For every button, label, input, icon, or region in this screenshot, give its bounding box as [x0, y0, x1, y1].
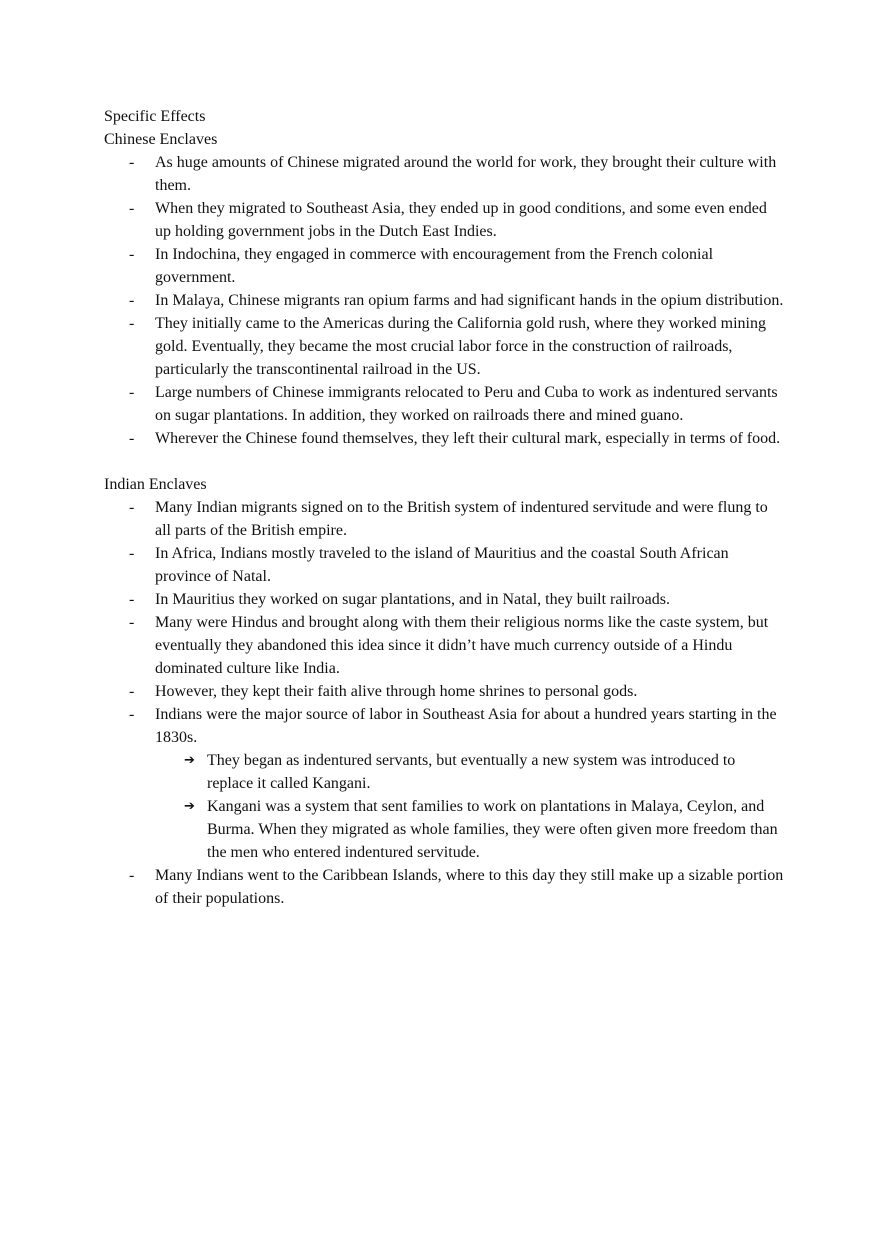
sub-list-item-text: Kangani was a system that sent families to work on plantations in Malaya, Ceylon, and Burma. When they migrated as whole families, they were often given more freedom than the men who entered indentured servitude.: [207, 798, 778, 861]
arrow-bullet-icon: ➔: [184, 753, 195, 768]
arrow-bullet-icon: ➔: [184, 799, 195, 814]
list-item-text: Large numbers of Chinese immigrants relocated to Peru and Cuba to work as indentured servants on sugar plantations. In addition, they worked on railroads there and mined guano.: [155, 384, 778, 424]
sub-bullet-list: [155, 749, 784, 864]
list-item-text: Wherever the Chinese found themselves, they left their cultural mark, especially in terms of food.: [155, 430, 781, 447]
list-item-text: Many Indian migrants signed on to the British system of indentured servitude and were flung to all parts of the British empire.: [155, 499, 768, 539]
section-heading: Chinese Enclaves: [104, 131, 218, 148]
list-item-text: However, they kept their faith alive through home shrines to personal gods.: [155, 683, 638, 700]
list-item-text: When they migrated to Southeast Asia, they ended up in good conditions, and some even ended up holding government jobs in the Dutch East Indies.: [155, 200, 767, 240]
dash-bullet: -: [129, 430, 135, 447]
dash-bullet: -: [129, 591, 135, 608]
dash-bullet: -: [129, 867, 135, 884]
list-item: [104, 312, 784, 381]
list-item-text: Many Indians went to the Caribbean Islands, where to this day they still make up a sizable portion of their populations.: [155, 867, 784, 907]
list-item-text: In Mauritius they worked on sugar plantations, and in Natal, they built railroads.: [155, 591, 670, 608]
list-item: [104, 611, 784, 680]
list-item-text: Indians were the major source of labor in Southeast Asia for about a hundred years starting in the 1830s.: [155, 706, 777, 746]
list-item: [104, 289, 784, 312]
dash-bullet: -: [129, 545, 135, 562]
list-item: [104, 243, 784, 289]
bullet-list: [104, 496, 784, 910]
dash-bullet: -: [129, 154, 135, 171]
document-body: [104, 105, 784, 910]
section-indian-enclaves: [104, 473, 784, 910]
dash-bullet: -: [129, 499, 135, 516]
list-item: [104, 588, 784, 611]
list-item: [104, 381, 784, 427]
list-item-text: In Malaya, Chinese migrants ran opium farms and had significant hands in the opium distribution.: [155, 292, 784, 309]
dash-bullet: -: [129, 683, 135, 700]
list-item: [104, 197, 784, 243]
section-heading: Indian Enclaves: [104, 476, 207, 493]
document-title: Specific Effects: [104, 108, 206, 125]
dash-bullet: -: [129, 246, 135, 263]
dash-bullet: -: [129, 384, 135, 401]
list-item: [104, 864, 784, 910]
section-chinese-enclaves: [104, 128, 784, 450]
list-item-text: In Indochina, they engaged in commerce with encouragement from the French colonial government.: [155, 246, 714, 286]
list-item-text: They initially came to the Americas during the California gold rush, where they worked mining gold. Eventually, they became the most crucial labor force in the construction of railroads, particularly the transcontinental railroad in the US.: [155, 315, 766, 378]
list-item-text: In Africa, Indians mostly traveled to the island of Mauritius and the coastal South African province of Natal.: [155, 545, 729, 585]
list-item-text: Many were Hindus and brought along with them their religious norms like the caste system, but eventually they abandoned this idea since it didn’t have much currency outside of a Hindu dominated culture like India.: [155, 614, 769, 677]
bullet-list: [104, 151, 784, 450]
list-item: [104, 680, 784, 703]
dash-bullet: -: [129, 706, 135, 723]
dash-bullet: -: [129, 614, 135, 631]
list-item: [104, 496, 784, 542]
dash-bullet: -: [129, 200, 135, 217]
list-item: [104, 151, 784, 197]
list-item: [104, 703, 784, 864]
dash-bullet: -: [129, 315, 135, 332]
sub-list-item-text: They began as indentured servants, but eventually a new system was introduced to replace it called Kangani.: [207, 752, 736, 792]
list-item: [104, 427, 784, 450]
dash-bullet: -: [129, 292, 135, 309]
list-item-text: As huge amounts of Chinese migrated around the world for work, they brought their culture with them.: [155, 154, 777, 194]
list-item: [104, 542, 784, 588]
sub-list-item: [155, 749, 784, 795]
sub-list-item: [155, 795, 784, 864]
